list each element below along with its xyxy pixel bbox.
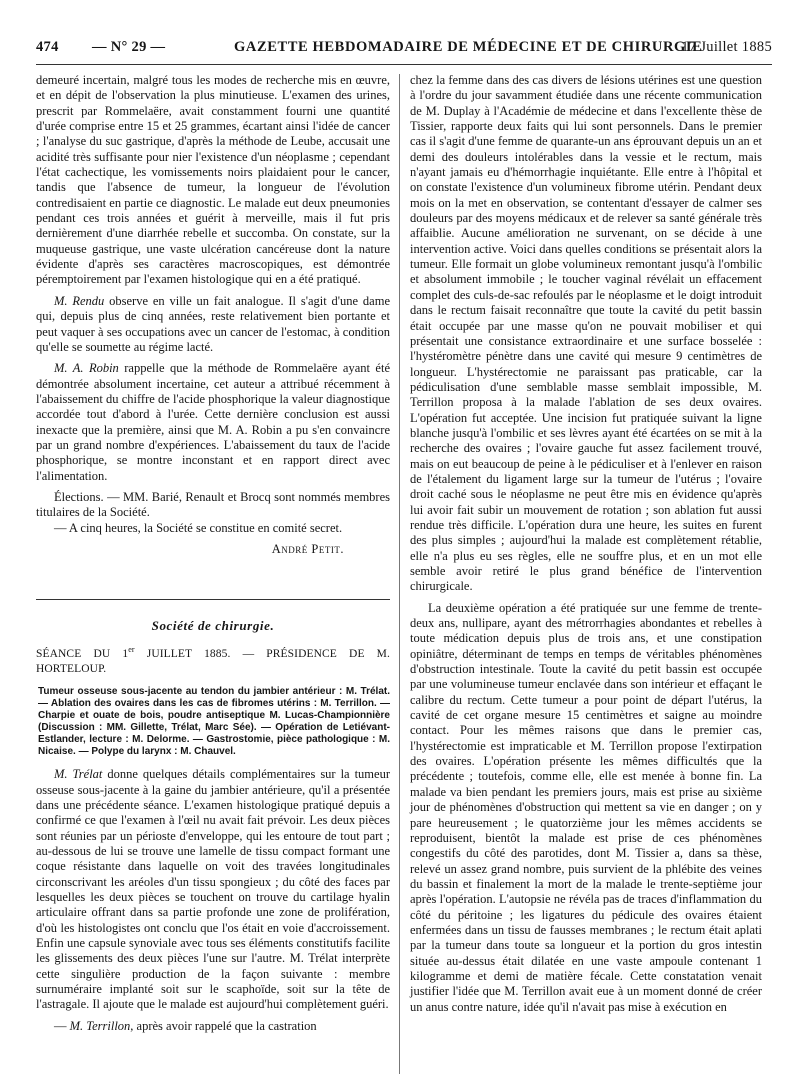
closing-paragraph: — A cinq heures, la Société se constitue en comité secret. (54, 520, 343, 535)
journal-title: GAZETTE HEBDOMADAIRE DE MÉDECINE ET DE CHIRURGIE (234, 39, 703, 55)
paragraph: M. Trélat donne quelques détails complémentaires sur la tumeur osseuse sous-jacente à la gaine du jambier antérieure, qu'il a présentée dans une précédente séance. L'examen histologique pratiqué depuis a confirmé ce que l'examen à l'œil nu avait fait prévoir. Les deux pièces sont réunies par un périoste d'enveloppe, qui les entoure de tout part ; au-dessous de lui se trouve une lamelle de tissu compact formant une coque résistante dans laquelle on voit des travées longitudinales circonscrivant les aréoles d'un tissu spongieux ; du côté des faces par lesquelles les deux pièces se touchent on trouve du cartilage hyalin articulaire offrant dans sa partie profonde une zone de prolifération, d'où les histologistes ont conclu que l'os était en voie d'accroissement. Enfin une capsule synoviale avec tous ses éléments constitutifs facilite les glissements des deux pièces l'une sur l'autre. M. Trélat interprète cette singulière production de la façon suivante : membre surnuméraire implanté soit sur le scaphoïde, soit sur la tête de l'astragale. Il ajoute que le malade est aujourd'hui complètement guéri. (36, 767, 390, 1012)
header-rule (36, 64, 772, 65)
seance-heading: SÉANCE DU 1er JUILLET 1885. — PRÉSIDENCE DE M. HORTELOUP. (36, 644, 390, 675)
column-divider (399, 74, 400, 1074)
page-number: 474 (36, 39, 59, 55)
paragraph: M. A. Robin rappelle que la méthode de Rommelaëre ayant été démontrée absolument incertaine, cet auteur a attribué récemment à l'abaissement du chiffre de l'acide phosphorique la valeur diagnostique accordée tout d'abord à l'urée. Cette dernière conclusion est aussi inexacte que la première, ainsi que M. A. Robin a pu s'en convaincre par un grand nombre d'expériences. L'abaissement du taux de l'acide phosphorique, se montre inconstant et en rapport direct avec l'alimentation. (36, 361, 390, 483)
issue-number: — N° 29 — (92, 39, 166, 55)
speaker-name: M. Trélat (54, 767, 103, 782)
paragraph: La deuxième opération a été pratiquée sur une femme de trente-deux ans, nullipare, ayant des métrorrhagies abondantes et rebelles à toute médication depuis plus de trois ans, et une constipation opiniâtre, déterminant de temps en temps de véritables phénomènes d'obstruction intestinale. Toute la cavité du petit bassin est occupée par une volumineuse tumeur enclavée dans son intérieur et effaçant le calibre du rectum. Cette tumeur a pour point de départ l'utérus, la cavité de cet organe mesure 15 centimètres et saigne au moindre contact. Pour les mêmes raisons que dans le premier cas, l'hystérectomie est impraticable et M. Terrillon propose l'extirpation des ovaires. L'opération présente les mêmes difficultés que la précédente ; toutefois, comme elle, elle est menée à bonne fin. La malade va bien pendant les premiers jours, mais est prise au sixième jour de phénomènes d'obstruction qui mettent sa vie en danger ; on y pare heureusement ; le quatorzième jour les mêmes accidents se reproduisent, bientôt la malade est prise de ces phénomènes congestifs du côté des parotides, dont M. Tissier a, dans sa thèse, relevé un assez grand nombre, puis survient de la phlébite des veines du bassin et finalement la mort de la malade le trente-septième jour après l'opération. L'autopsie ne révéla pas de traces d'inflammation du côté du péritoine ; les ligatures du pédicule des ovaires étaient enfermées dans un tissu de fausses membranes ; le rectum était aplati par la tumeur dans toute sa longueur et la portion du gros intestin située au-dessus était dilatée en une vaste ampoule contenant 1 kilogramme et demi de matière fécale. Cette constatation venait justifier l'idée que M. Terrillon avait eue à un moment donné de créer un anus contre nature, idée qu'il n'avait pas mise à exécution en (410, 600, 762, 1014)
speaker-name: M. Terrillon (69, 1018, 131, 1033)
speaker-name: M. Rendu (54, 293, 105, 308)
session-summary: Tumeur osseuse sous-jacente au tendon du jambier antérieur : M. Trélat. — Ablation des ovaires dans les cas de fibromes utérins : M. Terrillon. — Charpie et ouate de bois, poudre antiseptique M. Lucas-Championnière (Discussion : MM. Gillette, Trélat, Marc Sée). — Opération de Letiévant-Estlander, lecture : M. Delorme. — Gastrostomie, pièce pathologique : M. Nicaise. — Polype du larynx : M. Chauvel. (38, 686, 390, 758)
section-title: Société de chirurgie. (151, 618, 275, 634)
section-rule (36, 599, 390, 600)
paragraph: chez la femme dans des cas divers de lésions utérines est une question à l'ordre du jour savamment étudiée dans une récente communication de M. Duplay à l'Académie de médecine et dans l'excellente thèse de Tissier, rapporte deux faits qui lui sont personnels. Dans le premier cas il s'agit d'une femme de quarante-un ans éprouvant depuis un an et demi des douleurs intolérables dans la vessie et le rectum, mais n'ayant jamais eu d'hémorrhagie inquiétante. Elle entre à l'hôpital et on constate l'existence d'un volumineux fibrome utérin. Pendant deux mois on la met en observation, se contentant d'essayer de calmer ses douleurs par des moyens médicaux et de relever sa santé générale très affaiblie. Aucune amélioration ne survenant, on se décide à une intervention active. Voici dans quelles conditions se présentait alors la tumeur. Elle formait un globe volumineux remontant jusqu'à l'ombilic et absolument immobile ; le toucher vaginal révélait un effacement complet des culs-de-sac refoulés par le néoplasme et le doigt introduit dans le rectum faisait reconnaître que toute la cavité du petit bassin était occupée par une masse qu'on ne pouvait mobiliser et qui présentait une consistance extraordinaire et une surface bosselée : l'hystéromètre pénètre dans une cavité qui mesure 9 centimètres de longueur. L'hystérectomie ne paraissant pas praticable, car la pédiculisation d'une semblable masse semblait impossible, M. Terrillon proposa à la malade l'ablation de ses deux ovaires. L'opération fut acceptée. Une incision fut pratiquée suivant la ligne blanche jusqu'à l'ombilic et ses lèvres ayant été écartées on se mit à la recherche des ovaires ; l'ovaire gauche fut assez facilement trouvé, mais on eut beaucoup de peine à le pédiculiser et à l'enlever en raison de l'étalement du ligament large sur la tumeur de l'utérus ; l'ovaire droit caché sous le néoplasme ne peut être mis en évidence qu'après lui avoir fait subir un mouvement de rotation ; son ablation fut aussi rendue très difficile. L'opération dura une heure, les suites en furent des plus simples ; aujourd'hui la malade est complètement rétablie, elle n'a plus eu ses règles, elle ne souffre plus, et en un mot elle semble avoir retiré le plus grand bénéfice de l'intervention chirurgicale. (410, 73, 762, 594)
page-header (36, 39, 772, 61)
paragraph: demeuré incertain, malgré tous les modes de recherche mis en œuvre, et en dépit de l'observation la plus minutieuse. L'examen des urines, prescrit par Rommelaëre, avait constamment fourni une quantité d'urée comprise entre 15 et 25 grammes, écartant ainsi l'idée de cancer ; l'analyse du suc gastrique, d'après la méthode de Leube, accusait une acidité très suffisante pour nier l'existence d'un néoplasme ; cependant l'état cachectique, les vomissements noirs plaidaient pour le cancer, tandis que l'absence de tumeur, la longueur de l'évolution contredisaient en partie ce diagnostic. Le malade eut deux pneumonies pendant ces trois années et guérit à merveille, mais il fut pris dernièrement d'une diarrhée rebelle et succomba. On constate, sur la muqueuse gastrique, une vaste ulcération cancéreuse dont la nature évidente d'après ses caractères macroscopiques, est démontrée péremptoirement par l'examen histologique qui en a été pratiqué. (36, 73, 390, 287)
right-column (410, 73, 762, 1015)
issue-date: 17 Juillet 1885 (681, 39, 772, 55)
paragraph: — M. Terrillon, après avoir rappelé que la castration (54, 1018, 317, 1033)
left-column (36, 73, 390, 1034)
paragraph: M. Rendu observe en ville un fait analogue. Il s'agit d'une dame qui, depuis plus de cinq années, reste relativement bien portante et peut vaquer à ses occupations avec un cancer de l'estomac, à condition qu'elle se soumette au régime lacté. (36, 293, 390, 354)
speaker-name: M. A. Robin (54, 361, 119, 376)
elections-paragraph: Élections. — MM. Barié, Renault et Brocq sont nommés membres titulaires de la Société. (36, 489, 390, 520)
signature: André Petit. (271, 541, 344, 556)
